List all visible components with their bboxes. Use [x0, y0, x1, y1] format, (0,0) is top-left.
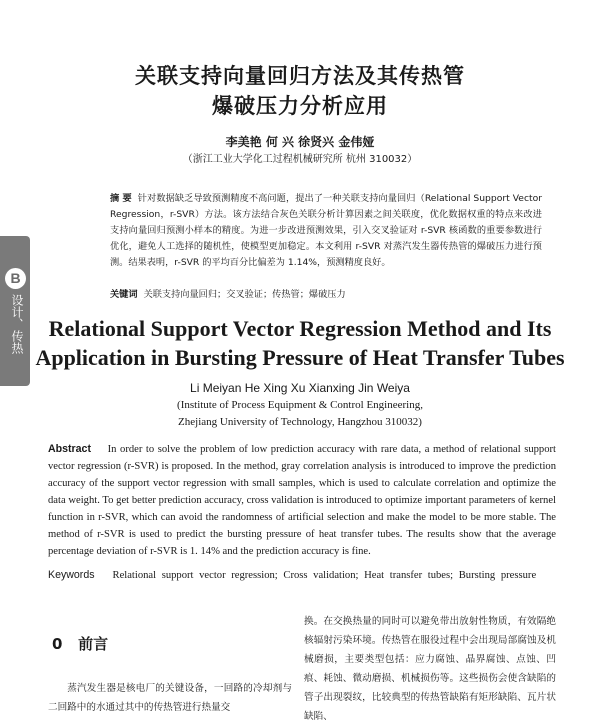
section-title: 前言	[78, 635, 109, 653]
section-heading	[52, 633, 108, 654]
cn-keywords	[110, 287, 542, 303]
section-number: 0	[52, 635, 63, 653]
en-abstract-text: In order to solve the problem of low prediction accuracy with rare data, a method of relational support vector regression (r-SVR) is proposed. In the method, gray correlation analysis is introduced to improve the prediction accuracy of the support vector regression with small samples, which is used to calculate correlation and optimize the data weight. To get better prediction accuracy, cross validation is introduced to optimize important parameters of kernel function in r-SVR, which can avoid the randomness of artificial selection and make the model to be more stable. The method of r-SVR is used to predict the bursting pressure of heat transfer tubes. The results show that the average percentage deviation of r-SVR is 1. 14% and the prediction accuracy is fine.	[48, 444, 556, 557]
cn-abstract	[110, 191, 542, 291]
en-affiliation-line-2: Zhejiang University of Technology, Hangzhou 310032)	[178, 416, 422, 428]
en-keywords	[48, 567, 556, 584]
cn-title-line-2: 爆破压力分析应用	[212, 94, 388, 118]
section-letter-badge: B	[5, 268, 26, 289]
cn-title-line-1: 关联支持向量回归方法及其传热管	[135, 64, 465, 88]
side-tab-text: 设计、传热	[10, 294, 24, 354]
cn-keywords-text: 关联支持向量回归；交叉验证；传热管；爆破压力	[143, 289, 346, 300]
cn-abstract-label: 摘 要	[110, 193, 132, 204]
cn-affiliation: （浙江工业大学化工过程机械研究所 杭州 310032）	[182, 154, 418, 165]
cn-authors: 李美艳 何 兴 徐贤兴 金伟娅	[225, 135, 375, 149]
en-affiliation-line-1: (Institute of Process Equipment & Control Engineering,	[177, 399, 423, 411]
en-authors: Li Meiyan He Xing Xu Xianxing Jin Weiya	[190, 381, 410, 395]
cn-keywords-label: 关键词	[110, 289, 138, 300]
en-abstract	[48, 441, 556, 560]
en-title-line-1: Relational Support Vector Regression Method and Its	[48, 316, 552, 341]
en-title-line-2: Application in Bursting Pressure of Heat Transfer Tubes	[35, 345, 565, 370]
right-column-body: 换。在交换热量的同时可以避免带出放射性物质，有效隔绝核辐射污染环境。传热管在服役过程中会出现局部腐蚀及机械磨损，主要类型包括：应力腐蚀、晶界腐蚀、点蚀、凹痕、耗蚀、微动磨损、机械损伤等。这些损伤会使含缺陷的管子出现裂纹，比较典型的传热管缺陷有矩形缺陷、瓦片状缺陷、	[304, 616, 556, 722]
en-abstract-label: Abstract	[48, 443, 91, 455]
left-column-body: 蒸汽发生器是核电厂的关键设备，一回路的冷却剂与二回路中的水通过其中的传热管进行热量交	[48, 683, 292, 713]
en-keywords-text: Relational support vector regression; Cross validation; Heat transfer tubes; Bursting pressure	[112, 570, 537, 581]
en-keywords-label: Keywords	[48, 569, 95, 581]
cn-abstract-text: 针对数据缺乏导致预测精度不高问题，提出了一种关联支持向量回归（Relational Support Vector Regression，r-SVR）方法。该方法结合灰色关联分析计算因素之间关联度，优化数据权重的特点来改进支持向量回归预测小样本的精度。为进一步改进预测效果，引入交叉验证对 r-SVR 核函数的重要参数进行优化，避免人工选择的随机性，使模型更加稳定。本文利用 r-SVR 对蒸汽发生器传热管的爆破压力进行预测。结果表明，r-SVR 的平均百分比偏差为 1.14%，预测精度良好。	[110, 193, 542, 268]
